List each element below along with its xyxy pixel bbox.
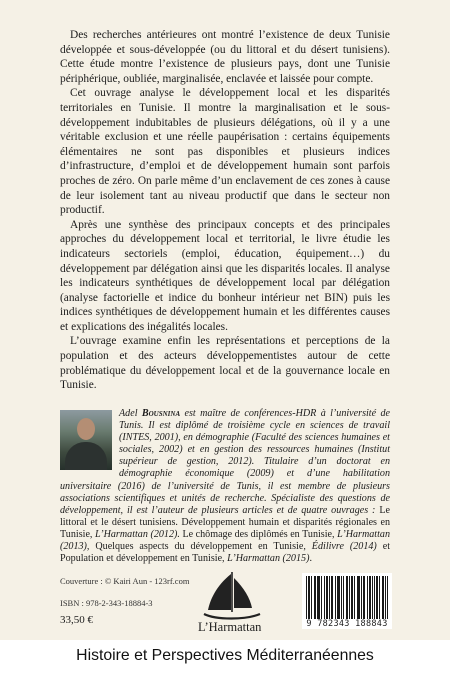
- price: 33,50 €: [60, 614, 93, 626]
- author-photo: [60, 410, 112, 470]
- blurb: [60, 28, 390, 393]
- series-band: [0, 640, 450, 680]
- book-publisher: L’Harmattan (2013),: [60, 528, 390, 553]
- author-last-name: Bousnina: [141, 408, 181, 419]
- author-bio: [60, 408, 390, 565]
- book-publisher: L’Harmattan (2012).: [95, 528, 180, 540]
- bio-end: .: [309, 553, 312, 565]
- book-publisher: Édilivre (2014): [311, 541, 377, 553]
- book-title: Le littoral et le désert tunisiens. Développement humain et disparités régionales en Tunisie,: [60, 504, 390, 540]
- cover-credit: Couverture : © Kairi Aun - 123rf.com: [60, 576, 190, 586]
- barcode-number: 9 782343 188843: [302, 619, 392, 629]
- book-title: et Population et développement en Tunisie,: [60, 541, 390, 565]
- blurb-paragraph: Après une synthèse des principaux concepts et des principales approches du développement local et territorial, le livre étudie les indicateurs sectoriels (emploi, éducation, équipement…) du développement par délégation ainsi que les disparités locales. Il analyse les indicateurs synthétiques de développement local par délégation (analyse factorielle et indice du bonheur intérieur net BIN) puis les indices synthétiques de développement humain et les différentes causes et explications des inégalités locales.: [60, 218, 390, 333]
- blurb-paragraph: Des recherches antérieures ont montré l’existence de deux Tunisie développée et sous-développée (ou du littoral et du désert tunisiens). Cette étude montre l’existence de plusieurs pays, dont une Tunisie périphérique, oubliée, marginalisée, enclavée et laissée pour compte.: [60, 29, 390, 85]
- blurb-paragraph: Cet ouvrage analyse le développement local et les disparités territoriales en Tunisie. Il montre la marginalisation et le sous-développement indubitables de plusieurs délégations, où il y a une véritable exclusion et une réelle paupérisation : certains équipements élémentaires ne sont pas disponibles et plusieurs indices d’infrastructure, d’emploi et de développement humain sont parfois proches de zéro. On parle même d’un enclavement de ces zones à cause de leur isolement tant au niveau productif que dans le secteur non productif.: [60, 87, 390, 217]
- book-title: Quelques aspects du développement en Tunisie,: [89, 541, 312, 553]
- publisher-name: L’Harmattan: [198, 620, 262, 634]
- author-first-name: Adel: [119, 408, 142, 419]
- author-bio-text: est maître de conférences-HDR à l’université de Tunis. Il est diplômé de troisième cycle en sciences de travail (INTES, 2001), en démographie (Faculté des sciences humaines et sociales, 2002) et en gestion des ressources humaines (Institut supérieur de gestion, 2012). Titulaire d’un doctorat en démographie économique (2009) et d’une habilitation universitaire (2016) de l’université de Tunis, il est membre de plusieurs associations scientifiques et unités de recherche. Spécialiste des questions de développement, il est l’auteur de plusieurs articles et de quatre ouvrages :: [60, 408, 390, 516]
- series-title: Histoire et Perspectives Méditerranéennes: [76, 647, 374, 664]
- book-title: Le chômage des diplômés en Tunisie,: [179, 528, 338, 540]
- isbn: ISBN : 978-2-343-18884-3: [60, 598, 153, 608]
- book-publisher: L’Harmattan (2015): [227, 553, 310, 565]
- blurb-paragraph: L’ouvrage examine enfin les représentations et perceptions de la population et des acteurs développementistes autour de cette problématique du développement local et de la gouvernance locale en Tunisie.: [60, 335, 390, 392]
